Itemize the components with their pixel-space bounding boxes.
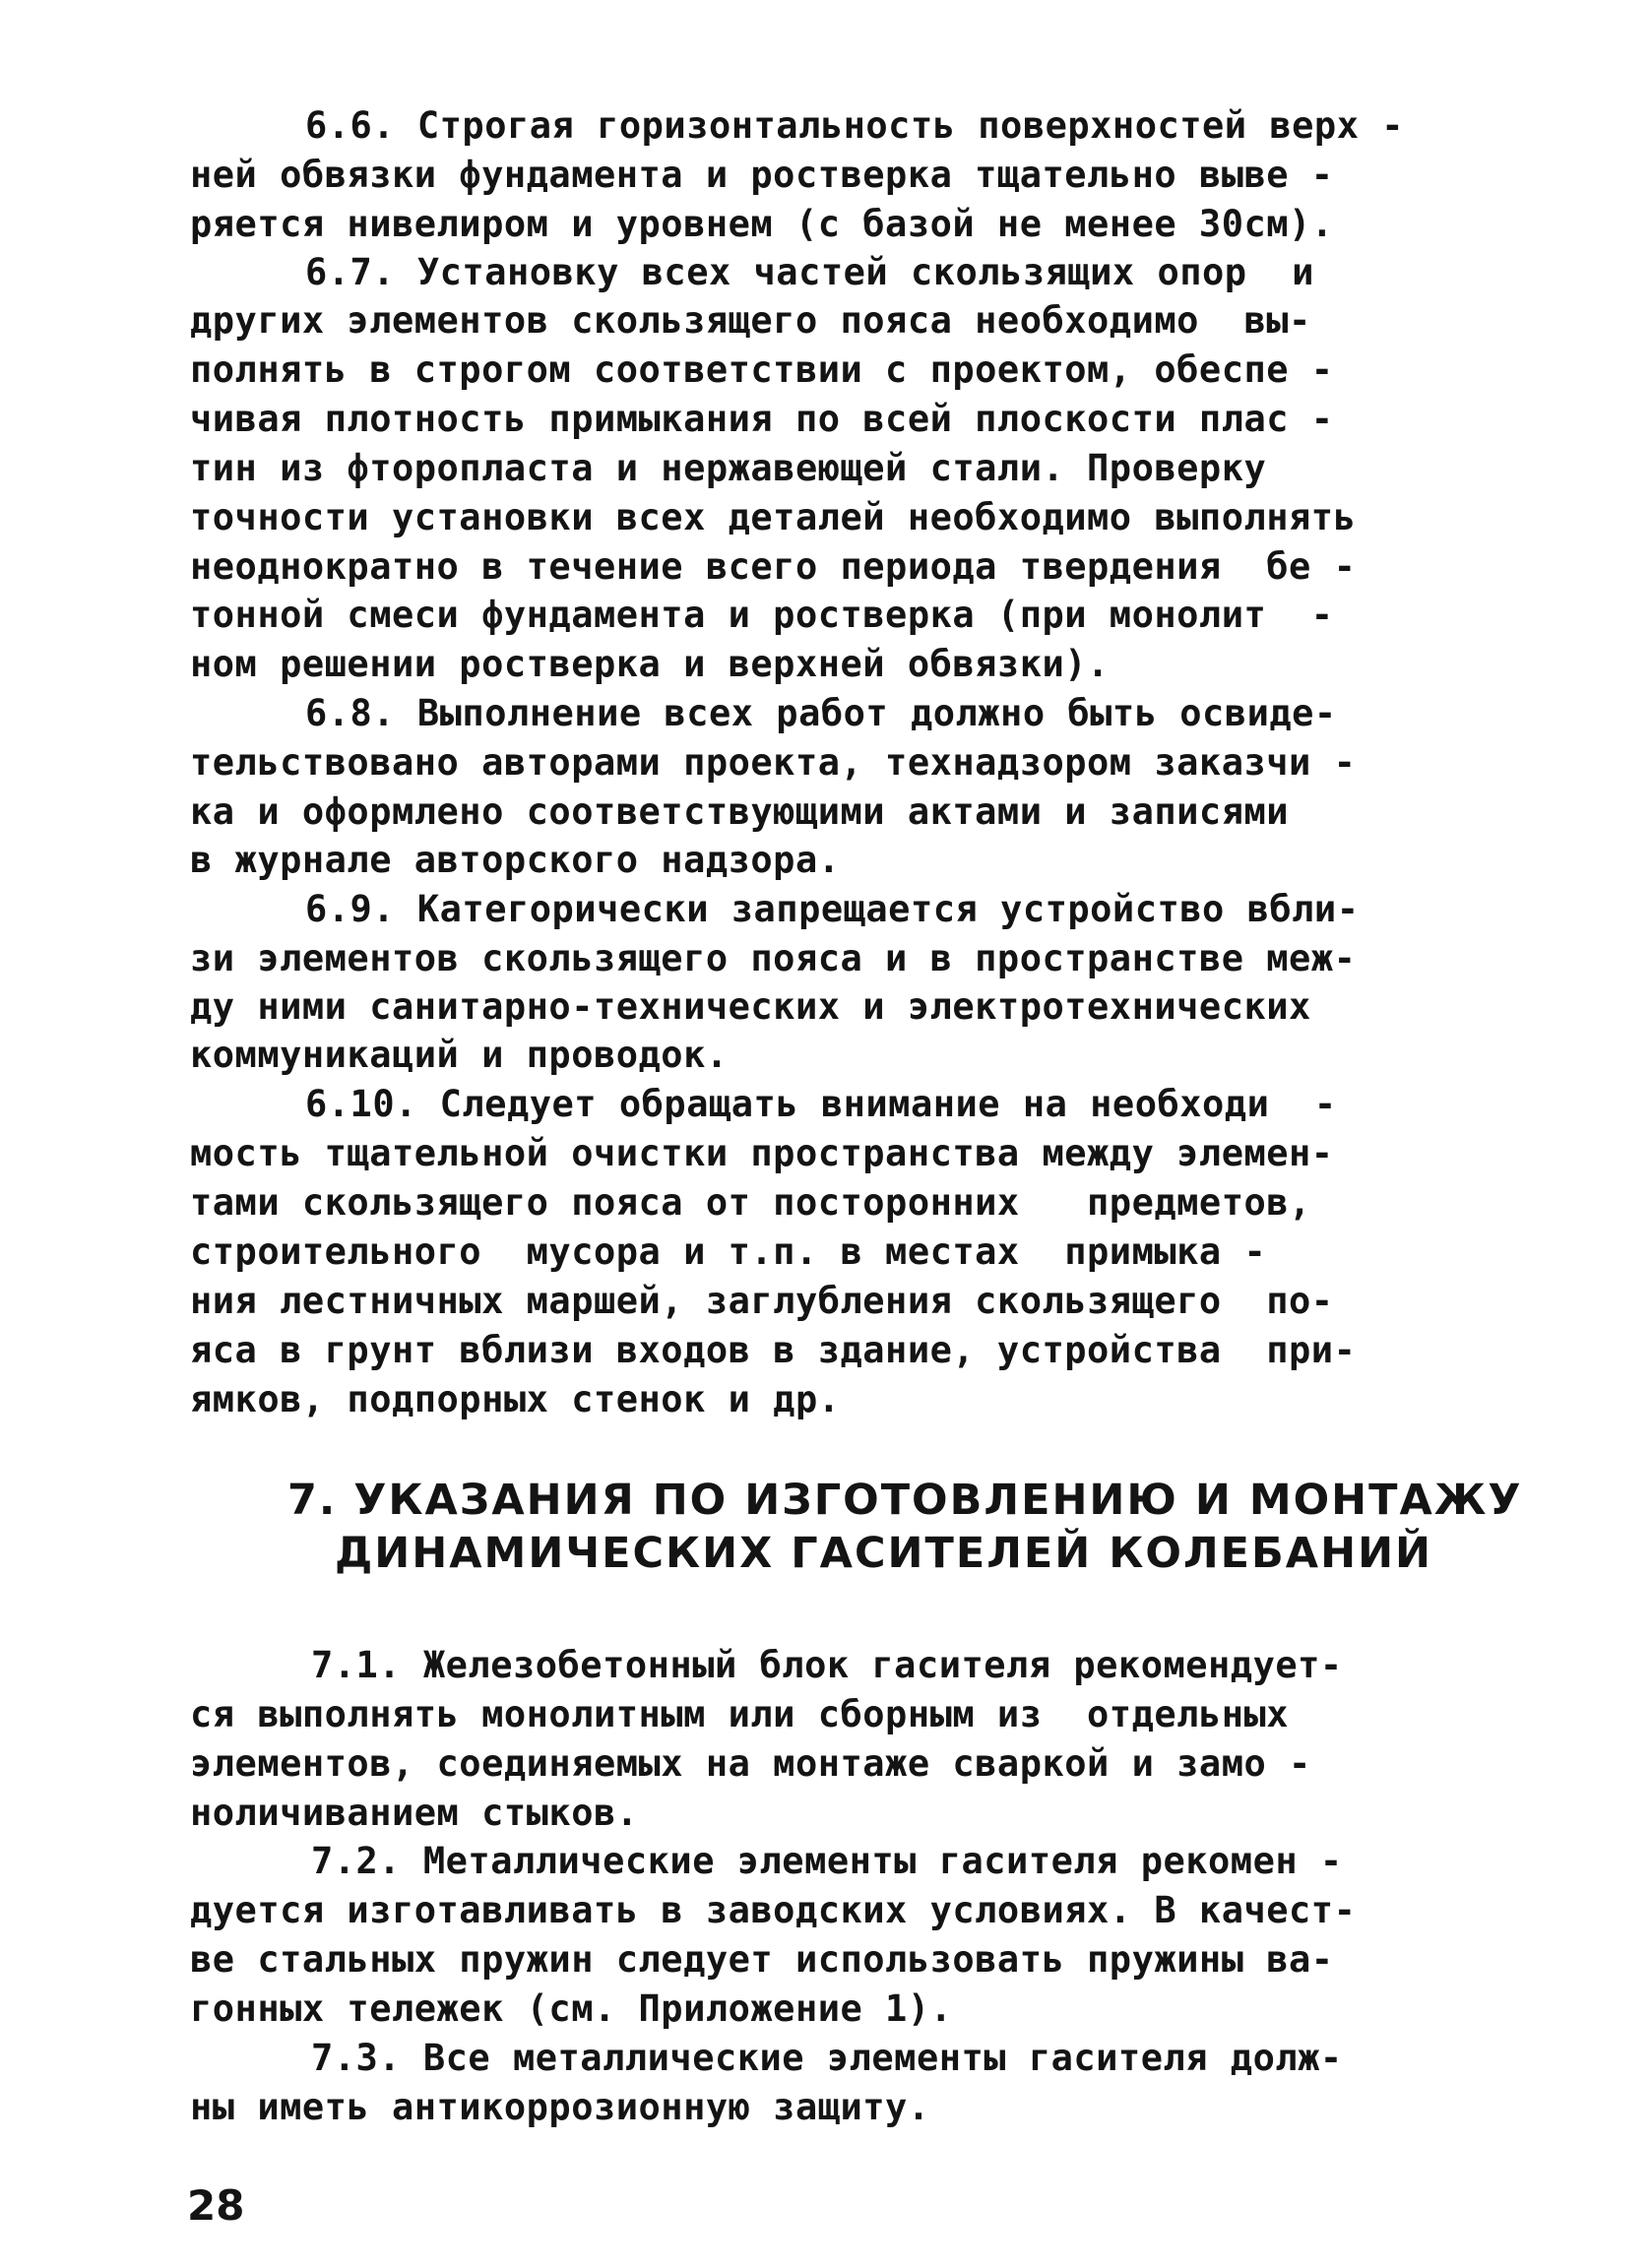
text-line: ве стальных пружин следует использовать пружины ва-: [190, 1938, 1334, 1981]
text-line: чивая плотность примыкания по всей плоскости плас -: [190, 398, 1334, 440]
text-line: дуется изготавливать в заводских условиях. В качест-: [190, 1889, 1357, 1931]
text-line: 6.7. Установку всех частей скользящих опор и: [305, 251, 1314, 293]
text-line: гонных тележек (см. Приложение 1).: [190, 1987, 953, 2030]
text-line: 7.2. Металлические элементы гасителя рекомен -: [311, 1840, 1343, 1882]
section-heading: 7. УКАЗАНИЯ ПО ИЗГОТОВЛЕНИЮ И МОНТАЖУ: [287, 1476, 1523, 1525]
text-line: 6.10. Следует обращать внимание на необходи -: [305, 1083, 1337, 1125]
text-line: элементов, соединяемых на монтаже сваркой и замо -: [190, 1742, 1311, 1785]
text-line: в журнале авторского надзора.: [190, 839, 841, 881]
text-line: коммуникаций и проводок.: [190, 1034, 729, 1076]
text-line: ямков, подпорных стенок и др.: [190, 1378, 841, 1420]
text-line: ду ними санитарно-технических и электротехнических: [190, 985, 1311, 1028]
text-line: точности установки всех деталей необходимо выполнять: [190, 496, 1357, 538]
text-line: ка и оформлено соответствующими актами и записями: [190, 790, 1290, 833]
text-line: тельствовано авторами проекта, технадзором заказчи -: [190, 741, 1357, 784]
text-line: яса в грунт вблизи входов в здание, устройства при-: [190, 1329, 1357, 1371]
text-line: строительного мусора и т.п. в местах примыка -: [190, 1230, 1267, 1273]
text-line: ны иметь антикоррозионную защиту.: [190, 2086, 930, 2128]
text-line: 6.9. Категорически запрещается устройство вбли-: [305, 888, 1360, 930]
text-line: 6.8. Выполнение всех работ должно быть освиде-: [305, 692, 1337, 734]
text-line: зи элементов скользящего пояса и в пространстве меж-: [190, 937, 1357, 979]
text-line: тонной смеси фундамента и ростверка (при монолит -: [190, 594, 1334, 636]
text-line: ней обвязки фундамента и ростверка тщательно выве -: [190, 154, 1334, 196]
text-line: 7.3. Все металлические элементы гасителя долж-: [311, 2037, 1343, 2079]
text-line: 6.6. Строгая горизонтальность поверхностей верх -: [305, 104, 1405, 147]
text-line: полнять в строгом соответствии с проектом, обеспе -: [190, 348, 1334, 391]
text-line: ряется нивелиром и уровнем (с базой не менее 30см).: [190, 203, 1334, 245]
text-line: тами скользящего пояса от посторонних предметов,: [190, 1181, 1311, 1224]
text-line: 7.1. Железобетонный блок гасителя рекомендует-: [311, 1644, 1343, 1686]
text-line: ном решении ростверка и верхней обвязки).: [190, 643, 1110, 685]
text-line: тин из фторопласта и нержавеющей стали. Проверку: [190, 447, 1267, 489]
text-line: ся выполнять монолитным или сборным из отдельных: [190, 1693, 1290, 1735]
text-line: мость тщательной очистки пространства между элемен-: [190, 1132, 1334, 1174]
section-heading: ДИНАМИЧЕСКИХ ГАСИТЕЛЕЙ КОЛЕБАНИЙ: [335, 1529, 1433, 1578]
text-line: других элементов скользящего пояса необходимо вы-: [190, 299, 1311, 342]
text-line: ноличиванием стыков.: [190, 1792, 639, 1834]
text-line: неоднократно в течение всего периода твердения бе -: [190, 545, 1357, 588]
page-number: 28: [187, 2181, 245, 2230]
text-line: ния лестничных маршей, заглубления скользящего по-: [190, 1280, 1334, 1322]
